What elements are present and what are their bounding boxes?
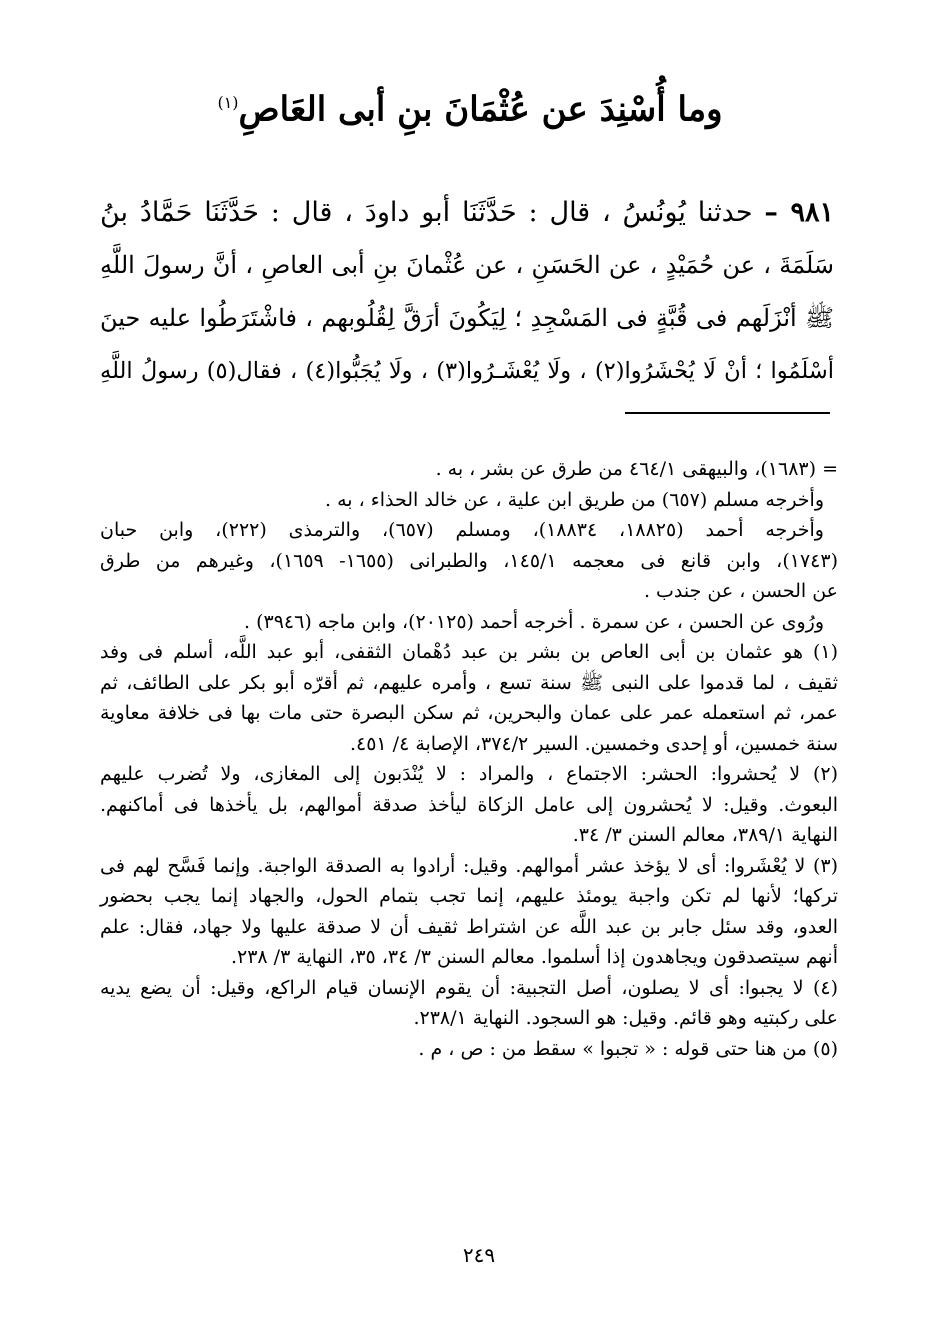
page-number: ٢٤٩	[462, 1243, 496, 1267]
footnote-1-line: ثقيف ، لما قدموا على النبى ﷺ سنة تسع ، وأمره عليهم، ثم أقرّه أبو بكر على الطائف، ثم	[100, 671, 838, 694]
footnote-1-line: (١) هو عثمان بن أبى العاص بن بشر بن عبد دُهْمان الثقفى، أبو عبد اللَّه، أسلم فى وفد	[100, 641, 839, 663]
footnote-4-line: على ركبتيه وهو قائم. وقيل: هو السجود. النهاية ٢٣٨/١.	[413, 1007, 838, 1029]
footnote-3-line: تركها؛ لأنها لم تكن واجبة يومئذ عليهم، إنما تجب بتمام الحول، والجهاد إنما يجب بحضور	[100, 885, 838, 907]
footnotes	[100, 454, 838, 1064]
footnote-3-line: العدو، وقد سئل جابر بن عبد اللَّه عن اشتراط ثقيف أن لا صدقة عليها ولا جهاد، فقال: علم	[100, 915, 838, 938]
footnote-1-line: عمر، ثم استعمله عمر على عمان والبحرين، ثم سكن البصرة حتى مات بها فى خلافة معاوية	[100, 702, 838, 724]
footnote-4-line: (٤) لا يجبوا: أى لا يصلون، أصل التجبية: أن يقوم الإنسان قيام الراكع، وقيل: أن يضع يديه	[100, 976, 838, 999]
hadith-line-1-text: حدثنا يُونُسُ ، قال : حَدَّثَنَا أبو داودَ ، قال : حَدَّثَنَا حَمَّادُ بنُ	[100, 197, 753, 228]
footnote-cont-line: وأخرجه مسلم (٦٥٧) من طريق ابن علية ، عن خالد الحذاء ، به .	[325, 488, 824, 511]
footnote-cont-line: عن الحسن ، عن جندب .	[643, 580, 838, 602]
hadith-line-2: سَلَمَةَ ، عن حُمَيْدٍ ، عن الحَسَنِ ، عن عُثْمانَ بنِ أبى العاصِ ، أنَّ رسولَ اللَّهِ	[100, 251, 834, 279]
footnote-cont-line: وأخرجه أحمد (١٨٨٢٥، ١٨٨٣٤)، ومسلم (٦٥٧)، والترمذى (٢٢٢)، وابن حبان	[100, 519, 824, 541]
footnote-5-line: (٥) من هنا حتى قوله : « تجبوا » سقط من : ص ، م .	[418, 1037, 838, 1060]
hadith-line-1	[100, 186, 834, 239]
hadith-line-3: ﷺ أنْزَلَهم فى قُبَّةٍ فى المَسْجِدِ ؛ لِيَكُونَ أرَقَّ لِقُلُوبهم ، فاشْتَرَطُوا عليه حينَ	[100, 304, 834, 332]
footnote-cont-line: (١٧٤٣)، وابن قانع فى معجمه ١٤٥/١، والطبرانى (١٦٥٥- ١٦٥٩)، وغيرهم من طرق	[100, 549, 838, 572]
footnote-2-line: البعوث. وقيل: لا يُحشرون إلى عامل الزكاة ليأخذ صدقة أموالهم، بل يأخذها فى أماكنهم.	[100, 793, 838, 816]
footnote-1-line: سنة خمسين، أو إحدى وخمسين. السير ٣٧٤/٢، الإصابة ٤/ ٤٥١.	[349, 732, 838, 755]
section-title-note-ref: (١)	[217, 93, 239, 112]
section-title	[160, 78, 780, 134]
section-title-text: وما أُسْنِدَ عن عُثْمَانَ بنِ أبى العَاصِ	[238, 89, 723, 130]
footnote-cont-line: ورُوى عن الحسن ، عن سمرة . أخرجه أحمد (٢٠١٢٥)، وابن ماجه (٣٩٤٦) .	[244, 610, 824, 633]
footnote-separator	[625, 412, 830, 414]
hadith-line-4: أسْلَمُوا ؛ أنْ لَا يُحْشَرُوا(٢) ، ولَا يُعْشَـرُوا(٣) ، ولَا يُجَبُّوا(٤) ، فقال(٥) رسولُ اللَّهِ	[100, 358, 834, 384]
hadith-number: ٩٨١ –	[764, 197, 834, 228]
footnote-2-line: النهاية ٣٨٩/١، معالم السنن ٣/ ٣٤.	[572, 824, 838, 846]
footnote-cont-line: = (١٦٨٣)، والبيهقى ٤٦٤/١ من طرق عن بشر ، به .	[435, 458, 838, 480]
footnote-2-line: (٢) لا يُحشروا: الحشر: الاجتماع ، والمراد : لا يُنْدَبون إلى المغازى، ولا تُضرب عليهم	[100, 763, 838, 785]
footnote-3-line: أنهم سيتصدقون ويجاهدون إذا أسلموا. معالم السنن ٣/ ٣٤، ٣٥، النهاية ٣/ ٢٣٨.	[230, 946, 838, 968]
hadith-text	[100, 186, 834, 398]
footnote-3-line: (٣) لا يُعْشَروا: أى لا يؤخذ عشر أموالهم. وقيل: أرادوا به الصدقة الواجبة. وإنما فَسَّح لهم فى	[100, 854, 838, 877]
